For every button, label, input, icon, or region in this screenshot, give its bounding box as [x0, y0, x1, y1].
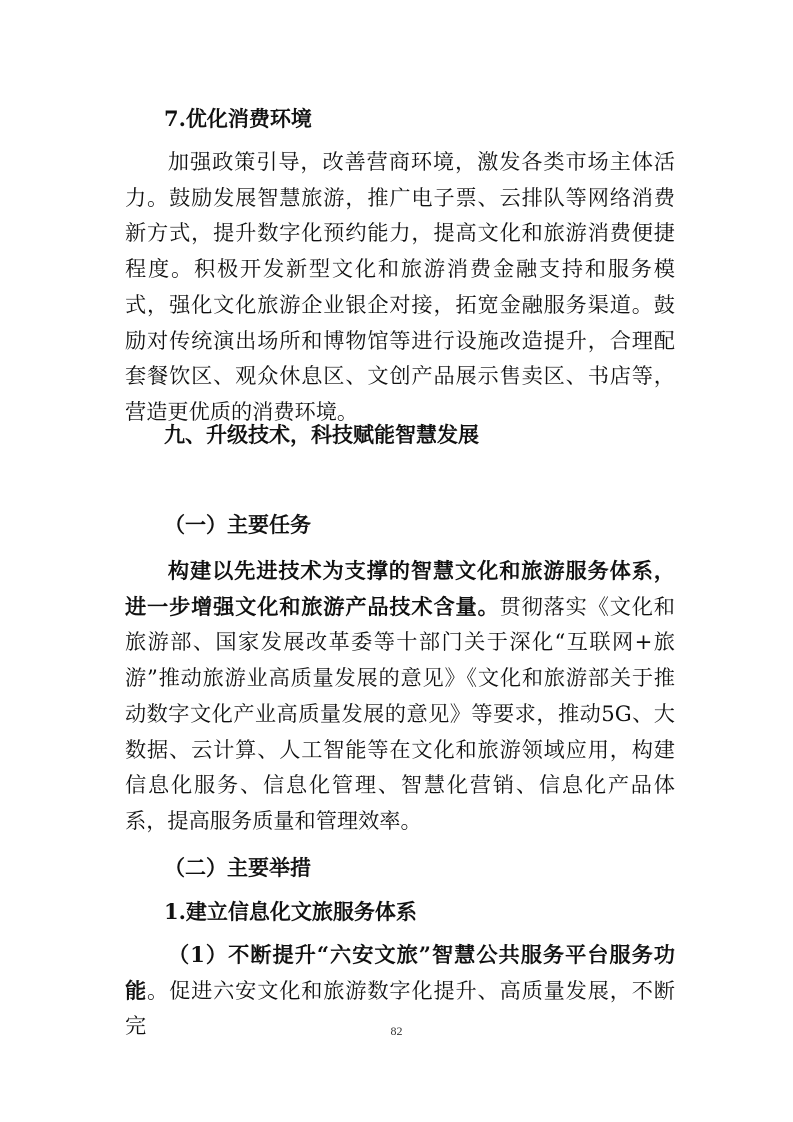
paragraph-platform-upgrade-text: 。促进六安文化和旅游数字化提升、高质量发展，不断完	[125, 977, 675, 1039]
page-number: 82	[390, 1024, 403, 1038]
heading-build-info-system: 1.建立信息化文旅服务体系	[164, 899, 417, 924]
paragraph-main-tasks	[125, 553, 675, 839]
paragraph-consumption-env	[125, 144, 675, 430]
heading-chapter-9: 九、升级技术，科技赋能智慧发展	[164, 422, 479, 447]
heading-main-measures: （二）主要举措	[164, 855, 311, 880]
heading-main-tasks: （一）主要任务	[164, 512, 311, 537]
paragraph-main-tasks-bold: 构建以先进技术为支撑的智慧文化和旅游服务体系，进一步增强文化和旅游产品技术含量。	[125, 558, 675, 619]
paragraph-platform-upgrade-bold: （1）不断提升“六安文旅”智慧公共服务平台服务功能	[125, 942, 675, 1003]
paragraph-main-tasks-text: 贯彻落实《文化和旅游部、国家发展改革委等十部门关于深化“互联网+旅游”推动旅游业高质量发展的意见》《文化和旅游部关于推动数字文化产业高质量发展的意见》等要求，推动5G、大数据、云计算、人工智能等在文化和旅游领域应用，构建信息化服务、信息化管理、智慧化营销、信息化产品体系，提高服务质量和管理效率。	[125, 593, 675, 833]
paragraph-consumption-env-text: 加强政策引导，改善营商环境，激发各类市场主体活力。鼓励发展智慧旅游，推广电子票、云排队等网络消费新方式，提升数字化预约能力，提高文化和旅游消费便捷程度。积极开发新型文化和旅游消费金融支持和服务模式，强化文化旅游企业银企对接，拓宽金融服务渠道。鼓励对传统演出场所和博物馆等进行设施改造提升，合理配套餐饮区、观众休息区、文创产品展示售卖区、书店等，营造更优质的消费环境。	[125, 149, 675, 424]
heading-optimize-consumption-env: 7.优化消费环境	[164, 106, 312, 131]
